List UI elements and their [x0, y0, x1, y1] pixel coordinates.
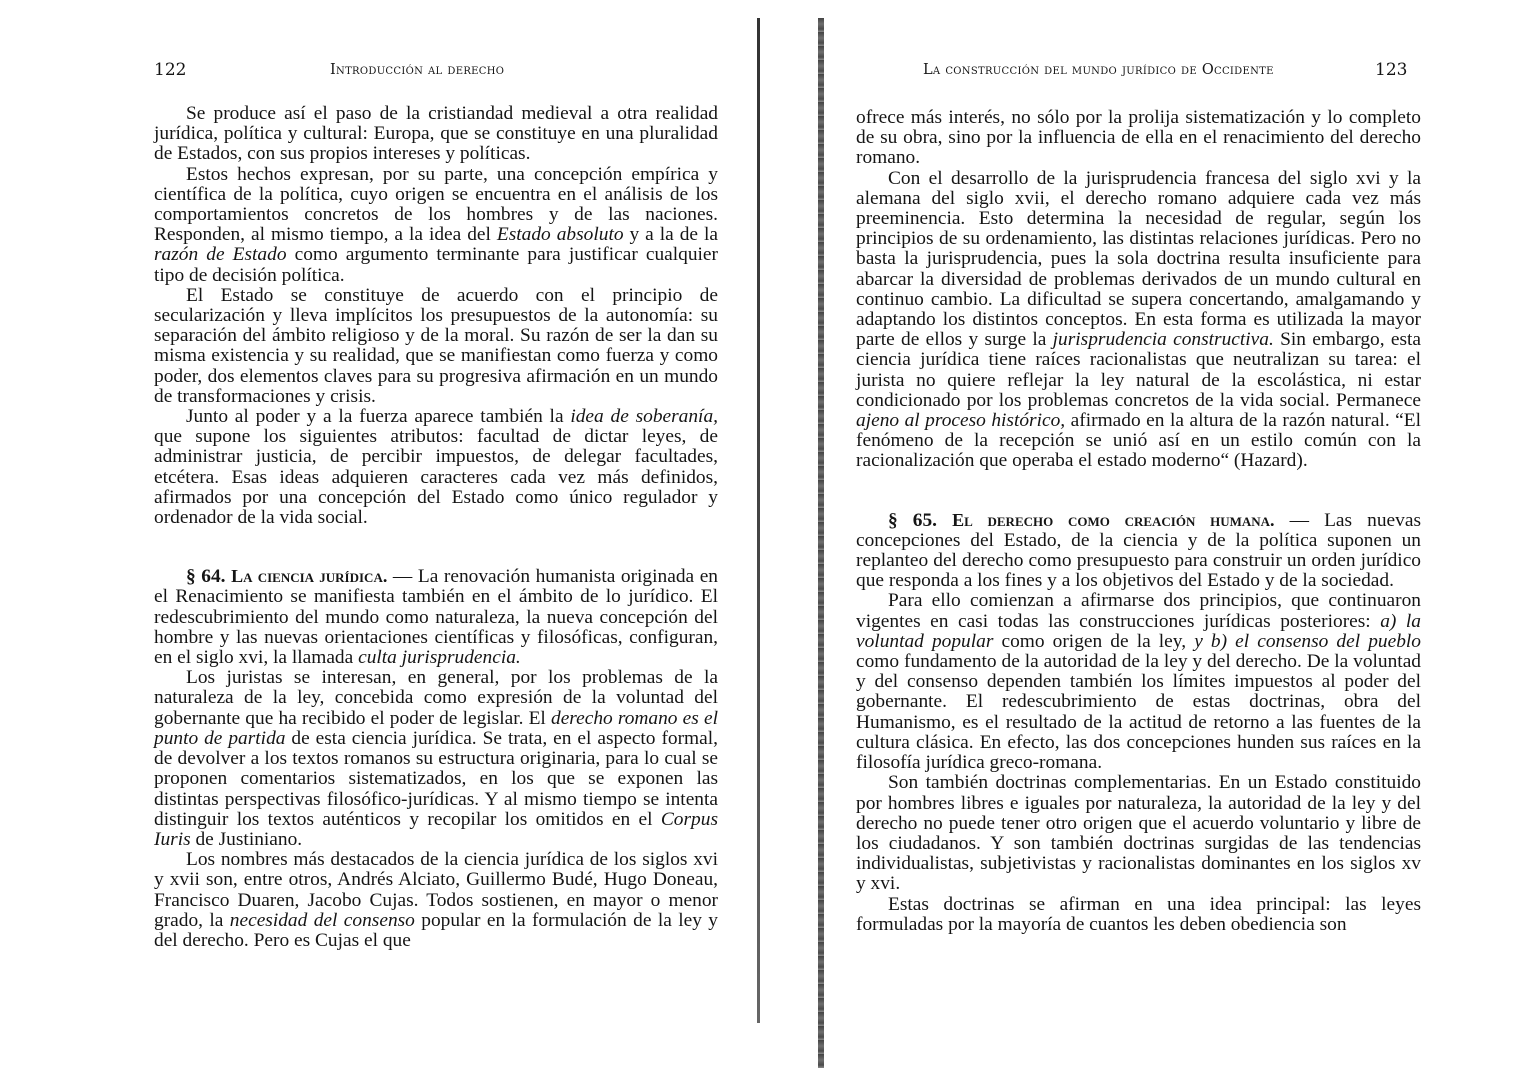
running-head: La construcción del mundo jurídico de Occidente: [923, 62, 1274, 78]
text-run: de Justiniano.: [190, 828, 303, 850]
text-run: de esta ciencia jurídica. Se trata, en el aspecto formal, de devolver a los textos romanos su estructura originaria, para lo cual se proponen comentarios sistematizados, en los que se exponen las distintas perspectivas filosófico-jurídicas. Y al mismo tiempo se intenta distinguir los textos auténticos y recopilar los omitidos en el: [154, 727, 718, 830]
italic-term: Corpus Iuris: [154, 808, 718, 850]
text-run: y a la de la: [623, 224, 718, 246]
italic-term: culta jurisprudencia.: [358, 647, 521, 669]
italic-term: Estado absoluto: [496, 224, 624, 246]
paragraph: [856, 591, 1421, 773]
page-body: [154, 104, 718, 951]
text-run: como fundamento de la autoridad de la ley y del derecho. De la voluntad y del consenso dependen también los límites impuestos al poder del gobernante. El redescubrimiento de estas doctrinas, obra del Humanismo, es el resultado de la actitud de retorno a las fuentes de la cultura clásica. En efecto, las dos concepciones hunden sus raíces en la filosofía jurídica greco-romana.: [856, 651, 1421, 774]
page-number: 122: [154, 60, 187, 80]
section-65-paragraph: [856, 510, 1421, 592]
text-run: como argumento terminante para justificar cualquier tipo de decisión política.: [154, 244, 718, 286]
text-run: — La renovación humanista originada en el Renacimiento se manifiesta también en el ámbito de lo jurídico. El redescubrimiento del mundo como naturaleza, la nueva concepción del hombre y las nuevas orientaciones científicas y filosóficas, configuran, en el siglo xvi, la llamada: [154, 566, 718, 669]
section-64-paragraph: [154, 566, 718, 668]
paragraph: [856, 169, 1421, 472]
paragraph: [154, 668, 718, 850]
text-run: afirmado en la altura de la razón natural. “El fenómeno de la recepción se unió así en un estilo común con la racionalización que operaba el estado moderno“ (Hazard).: [856, 410, 1422, 472]
page-number: 123: [1375, 60, 1408, 80]
paragraph: [154, 165, 718, 286]
text-run: Los nombres más destacados de la ciencia jurídica de los siglos xvi y xvii son, entre otros, Andrés Alciato, Guillermo Budé, Hugo Doneau, Francisco Duaren, Jacobo Cujas. Todos sostienen, en mayor o menor grado, la: [154, 849, 718, 931]
section-title: La ciencia jurídica.: [231, 566, 388, 587]
running-head: Introducción al derecho: [330, 62, 505, 78]
italic-term: ajeno al proceso histórico,: [856, 410, 1066, 432]
section-number: § 64.: [186, 566, 226, 588]
text-run: que supone los siguientes atributos: facultad de dictar leyes, de administrar justicia, de percibir impuestos, de delegar facultades, etcétera. Esas ideas adquieren caracteres cada vez más definidos, afirmados por una concepción del Estado como único regulador y ordenador de la vida social.: [154, 426, 718, 529]
paragraph: Se produce así el paso de la cristiandad medieval a otra realidad jurídica, política y cultural: Europa, que se constituye en una pluralidad de Estados, con sus propios intereses y políticas.: [154, 103, 718, 165]
paragraph: [154, 850, 718, 951]
page-body: [856, 108, 1421, 935]
text-run: Estos hechos expresan, por su parte, una concepción empírica y científica de la política, cuyo origen se encuentra en el análisis de los comportamientos concretos de los hombres y de las naciones. Responden, al mismo tiempo, a la idea del: [154, 163, 718, 246]
paragraph: ofrece más interés, no sólo por la prolija sistematización y lo completo de su obra, sino por la influencia de ella en el renacimiento del derecho romano.: [856, 107, 1421, 169]
left-page: [0, 0, 760, 1080]
text-run: como origen de la ley,: [993, 630, 1195, 652]
italic-term: y b) el consenso del pueblo: [1194, 630, 1421, 652]
italic-term: derecho romano es el punto de partida: [154, 707, 718, 749]
paragraph: Estas doctrinas se afirman en una idea principal: las leyes formuladas por la mayoría de cuantos les deben obediencia son: [856, 893, 1421, 935]
italic-term: necesidad del consenso: [229, 909, 415, 931]
italic-term: idea de soberanía,: [570, 406, 718, 428]
text-run: Los juristas se interesan, en general, por los problemas de la naturaleza de la ley, concebida como expresión de la voluntad del gobernante que ha recibido el poder de legislar. El: [154, 667, 718, 729]
text-run: popular en la formulación de la ley y del derecho. Pero es Cujas el que: [154, 909, 718, 951]
italic-term: jurisprudencia constructiva.: [1052, 329, 1274, 351]
paragraph: El Estado se constituye de acuerdo con el principio de secularización y lleva implícitos los presupuestos de la autonomía: su separación del ámbito religioso y de la moral. Su razón de ser la dan su misma existencia y su realidad, que se manifiestan como fuerza y como poder, dos elementos claves para su progresiva afirmación en un mundo de transformaciones y crisis.: [154, 284, 718, 407]
paragraph: Son también doctrinas complementarias. En un Estado constituido por hombres libres e iguales por naturaleza, la autoridad de la ley y del derecho no puede tener otro origen que el acuerdo voluntario y libre de los ciudadanos. Y son también doctrinas surgidas de las tendencias individualistas, subjetivistas y racionalistas dominantes en los siglos xv y xvi.: [856, 772, 1421, 895]
section-title: El derecho como creación humana.: [952, 509, 1275, 530]
text-run: Con el desarrollo de la jurisprudencia francesa del siglo xvi y la alemana del siglo xvii, el derecho romano adquiere cada vez más preeminencia. Esto determina la necesidad de regular, según los principios de su ordenamiento, las distintas relaciones jurídicas. Pero no basta la jurisprudencia, pues la sola doctrina resulta insuficiente para abarcar la diversidad de problemas derivados de un mundo cultural en continuo cambio. La dificultad se supera concertando, amalgamando y adaptando los distintos conceptos. En esta forma es utilizada la mayor parte de ellos y surge la: [856, 167, 1421, 351]
section-number: § 65.: [888, 509, 938, 531]
text-run: Sin embargo, esta ciencia jurídica tiene raíces racionalistas que neutralizan su tarea: el jurista no quiere reflejar la ley natural de la escolástica, ni estar condicionado por los problemas concretos de la vida social. Permanece: [856, 329, 1421, 411]
paragraph: [154, 407, 718, 528]
italic-term: a) la voluntad popular: [856, 610, 1421, 652]
text-run: Para ello comienzan a afirmarse dos principios, que continuaron vigentes en casi todas las construcciones jurídicas posteriores:: [856, 590, 1421, 632]
italic-term: razón de Estado: [154, 244, 287, 266]
text-run: — Las nuevas concepciones del Estado, de la ciencia y de la política suponen un replanteo del derecho como presupuesto para construir un orden jurídico que responda a los fines y a los objetivos del Estado y de la sociedad.: [856, 509, 1421, 592]
right-page: [820, 0, 1526, 1080]
text-run: Junto al poder y a la fuerza aparece también la: [186, 406, 571, 428]
